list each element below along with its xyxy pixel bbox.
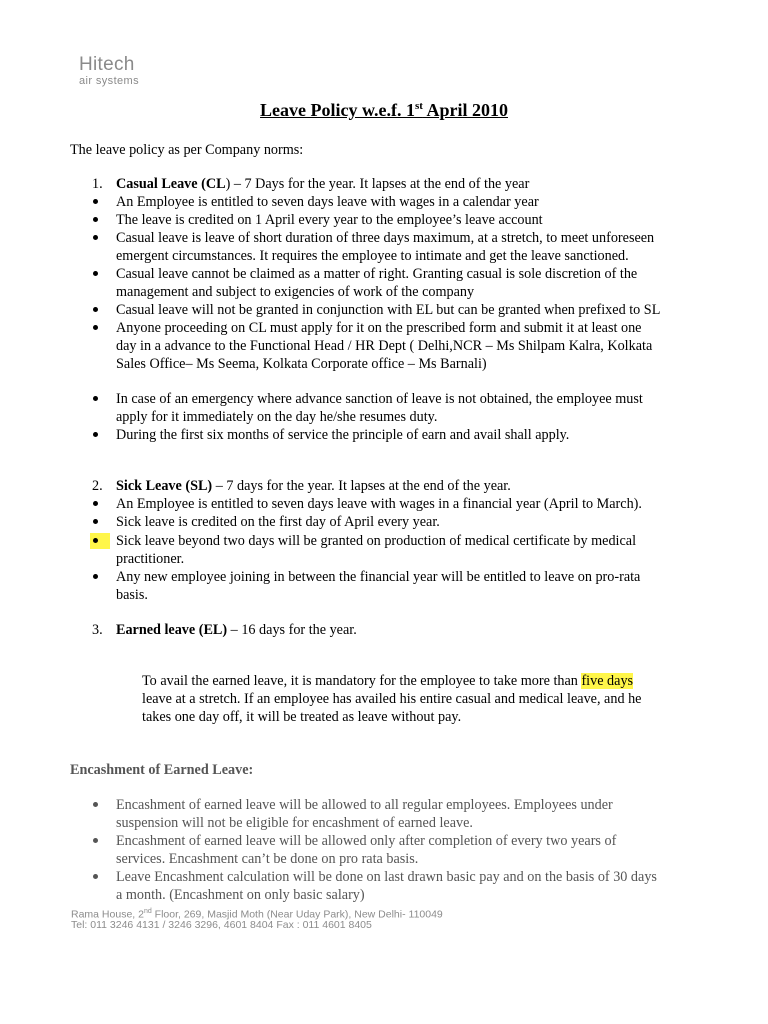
el-paragraph-line-2: leave at a stretch. If an employee has availed his entire casual and medical leave, and he	[142, 691, 642, 707]
cl-bullet-1: An Employee is entitled to seven days leave with wages in a calendar year	[116, 194, 539, 210]
bullet-icon	[93, 325, 98, 330]
sl-heading-bold: Sick Leave (SL)	[116, 478, 213, 494]
enc-bullet-2-line-2: services. Encashment can’t be done on pro rata basis.	[116, 851, 419, 867]
bullet-icon	[93, 217, 98, 222]
cl-heading-rest: ) – 7 Days for the year. It lapses at the end of the year	[225, 176, 530, 192]
cl-bullet-6-line-2: day in a advance to the Functional Head / HR Dept ( Delhi,NCR – Ms Shilpam Kalra, Kolkata	[116, 338, 653, 354]
cl-heading-bold: Casual Leave (CL	[116, 176, 226, 192]
cl-bullet-4-line-1: Casual leave cannot be claimed as a matter of right. Granting casual is sole discretion of the	[116, 266, 638, 282]
bullet-icon	[93, 235, 98, 240]
bullet-icon	[93, 574, 98, 579]
cl-heading	[116, 175, 529, 193]
cl-bullet-7-line-1: In case of an emergency where advance sanction of leave is not obtained, the employee must	[116, 391, 643, 407]
el-paragraph-line-3: takes one day off, it will be treated as leave without pay.	[142, 709, 462, 725]
cl-bullet-6-line-3: Sales Office– Ms Seema, Kolkata Corporate office – Ms Barnali)	[116, 356, 487, 372]
bullet-icon	[93, 802, 98, 807]
cl-bullet-4-line-2: management and subject to exigencies of work of the company	[116, 284, 475, 300]
bullet-icon	[93, 199, 98, 204]
cl-bullet-6-line-1: Anyone proceeding on CL must apply for it on the prescribed form and submit it at least one	[116, 320, 642, 336]
logo-name: Hitech	[79, 54, 135, 75]
cl-bullet-5: Casual leave will not be granted in conjunction with EL but can be granted when prefixed to SL	[116, 302, 661, 318]
el-para-text: To avail the earned leave, it is mandatory for the employee to take more than	[142, 673, 582, 689]
footer-address-b: Floor, 269, Masjid Moth (Near Uday Park), New Delhi- 110049	[151, 908, 443, 921]
highlight-five-days: five days	[581, 673, 634, 689]
sl-bullet-4-line-2: basis.	[116, 587, 148, 603]
cl-bullet-8: During the first six months of service the principle of earn and avail shall apply.	[116, 427, 570, 443]
logo-tagline: air systems	[79, 75, 140, 87]
title-rest: April 2010	[422, 100, 508, 120]
bullet-icon	[93, 432, 98, 437]
el-heading-rest: – 16 days for the year.	[227, 622, 357, 638]
enc-bullet-2-line-1: Encashment of earned leave will be allowed only after completion of every two years of	[116, 833, 617, 849]
sl-heading-rest: – 7 days for the year. It lapses at the end of the year.	[212, 478, 511, 494]
footer-phone: Tel: 011 3246 4131 / 3246 3296, 4601 8404 Fax : 011 4601 8405	[71, 919, 372, 931]
cl-bullet-7-line-2: apply for it immediately on the day he/she resumes duty.	[116, 409, 438, 425]
encashment-heading: Encashment of Earned Leave:	[70, 762, 254, 778]
enc-bullet-3-line-2: a month. (Encashment on only basic salary)	[116, 887, 365, 903]
footer-address-a: Rama House, 2	[71, 908, 144, 921]
company-logo	[79, 54, 139, 87]
enc-bullet-1-line-1: Encashment of earned leave will be allowed to all regular employees. Employees under	[116, 797, 613, 813]
cl-bullet-3-line-2: emergent circumstances. It requires the employee to intimate and get the leave sanctioned.	[116, 248, 629, 264]
sl-bullet-3-line-1: Sick leave beyond two days will be granted on production of medical certificate by medical	[116, 533, 637, 549]
el-heading-bold: Earned leave (EL)	[116, 622, 228, 638]
bullet-icon	[93, 396, 98, 401]
el-paragraph-line-1	[142, 672, 633, 690]
bullet-icon	[93, 307, 98, 312]
sl-bullet-3-line-2: practitioner.	[116, 551, 185, 567]
bullet-icon	[93, 501, 98, 506]
sl-bullet-4-line-1: Any new employee joining in between the financial year will be entitled to leave on pro-rata	[116, 569, 641, 585]
bullet-icon	[93, 271, 98, 276]
el-heading	[116, 621, 357, 639]
bullet-icon	[93, 519, 98, 524]
enc-bullet-1-line-2: suspension will not be eligible for encashment of earned leave.	[116, 815, 473, 831]
enc-bullet-3-line-1: Leave Encashment calculation will be done on last drawn basic pay and on the basis of 30 days	[116, 869, 657, 885]
section-number-el: 3.	[92, 622, 103, 638]
bullet-icon	[93, 874, 98, 879]
title-sup: st	[415, 100, 423, 112]
section-number-sl: 2.	[92, 478, 103, 494]
bullet-icon	[93, 838, 98, 843]
title-main: Leave Policy w.e.f. 1	[260, 100, 415, 120]
page-title	[0, 100, 768, 121]
cl-bullet-3-line-1: Casual leave is leave of short duration of three days maximum, at a stretch, to meet unforeseen	[116, 230, 655, 246]
bullet-icon	[93, 538, 98, 543]
cl-bullet-2: The leave is credited on 1 April every year to the employee’s leave account	[116, 212, 543, 228]
footer-address-sup: nd	[143, 908, 152, 915]
section-number-cl: 1.	[92, 176, 103, 192]
sl-heading	[116, 477, 511, 495]
sl-bullet-1: An Employee is entitled to seven days leave with wages in a financial year (April to March).	[116, 496, 642, 512]
sl-bullet-2: Sick leave is credited on the first day of April every year.	[116, 514, 440, 530]
intro-text: The leave policy as per Company norms:	[70, 142, 304, 158]
